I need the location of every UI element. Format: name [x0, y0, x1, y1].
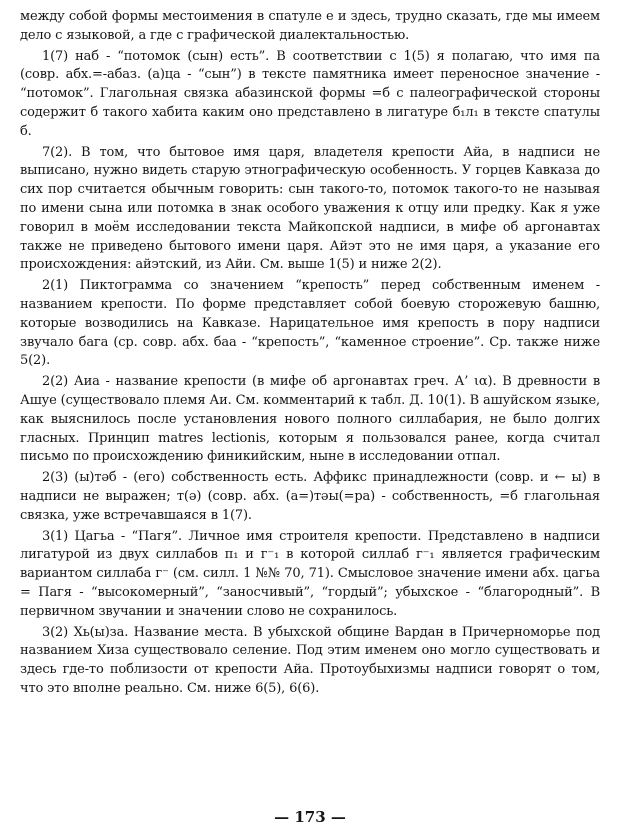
paragraph-6: 2(3) (ы)тәб - (его) собственность есть. Аффикс принадлежности (совр. и ← ы) в надписи не выражен; т(ә) (совр. абх. (а=)тәы(=ра) - собственность, =б глагольная связка, уже встречавшаяся в 1(7).: [20, 470, 600, 523]
paragraph-5: 2(2) Аиа - название крепости (в мифе об аргонавтах греч. А’ ια). В древности в Ашуе (существовало племя Аи. См. комментарий к табл. Д. 10(1). В ашуйском языке, как выяснилось после установления нового полного силлабария, не было долгих гласных. Принцип matres lectionis, которым я пользовался ранее, когда считал письмо по происхождению финикийским, ныне в исследовании отпал.: [20, 374, 601, 465]
paragraph-4: 2(1) Пиктограмма со значением “крепость” перед собственным именем - названием крепости. По форме представляет собой боевую сторожевую башню, которые возводились на Кавказе. Нарицательное имя крепость в пору надписи звучало бага (ср. совр. абх. баа - “крепость”, “каменное строение”. Ср. также ниже 5(2).: [20, 278, 600, 369]
document-page: [20, 8, 600, 828]
paragraph-3: 7(2). В том, что бытовое имя царя, владетеля крепости Айа, в надписи не выписано, нужно видеть старую этнографическую особенность. У горцев Кавказа до сих пор считается обычным говорить: сын такого-то, потомок такого-то не называя по имени сына или потомка в знак особого уважения к отцу или предку. Как я уже говорил в моём исследовании текста Майкопской надписи, в мифе об аргонавтах также не приведено бытового имени царя. Айэт это не имя царя, а указание его происхождения: айэтский, из Айи. См. выше 1(5) и ниже 2(2).: [20, 144, 600, 273]
paragraph-7: 3(1) Цагьа - “Пагя”. Личное имя строителя крепости. Представлено в надписи лигатурой из двух силлабов п₁ и г⁻₁ в которой силлаб г⁻₁ является графическим вариантом силлаба г⁻ (см. силл. 1 №№ 70, 71). Смысловое значение имени абх. цагьа = Пагя - “высокомерный”, “заносчивый”, “гордый”; убыхское - “благородный”. В первичном звучании и значении слово не сохранилось.: [20, 528, 600, 619]
page-number: — 173 —: [274, 808, 346, 826]
paragraph-8: 3(2) Хь(ы)за. Название места. В убыхской общине Вардан в Причерноморье под названием Хиза существовало селение. Под этим именем оно могло существовать и здесь где-то поблизости от крепости Айа. Протоубыхизмы надписи говорят о том, что это вполне реально. См. ниже 6(5), 6(6).: [20, 624, 600, 696]
paragraph-2: 1(7) наб - “потомок (сын) есть”. В соответствии с 1(5) я полагаю, что имя па (совр. абх.=-абаз. (а)ца - “сын”) в тексте памятника имеет переносное значение - “потомок”. Глагольная связка абазинской формы =б с палеографической стороны содержит б такого хабита каким оно представлено в лигатуре б₁л₁ в тексте спатулы б.: [20, 48, 600, 139]
paragraph-1: между собой формы местоимения в спатуле е и здесь, трудно сказать, где мы имеем дело с языковой, а где с графической диалектальностью.: [20, 9, 600, 43]
